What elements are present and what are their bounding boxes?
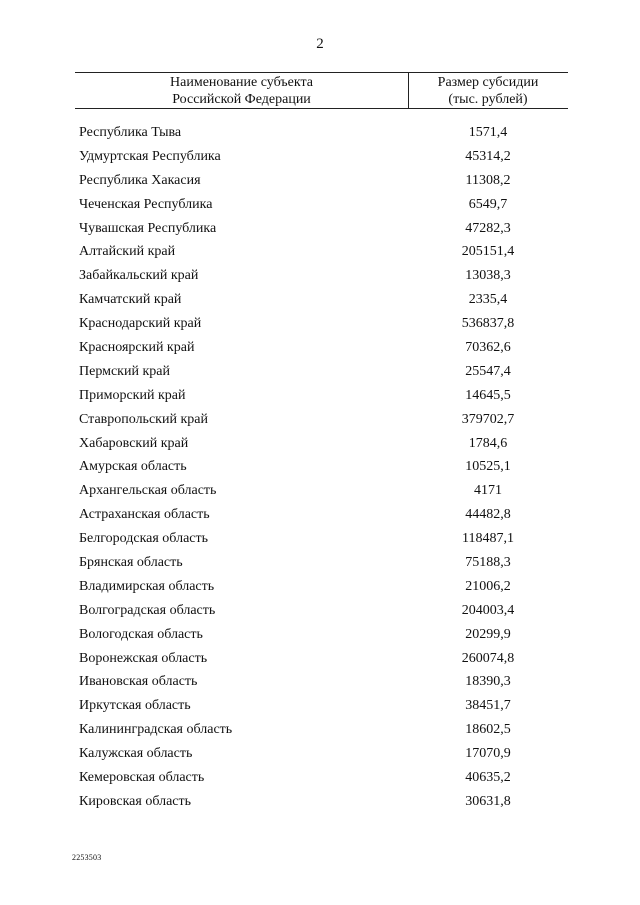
table-row [0,503,640,527]
region-name: Воронежская область [79,650,208,666]
subsidy-amount: 17070,9 [465,746,511,762]
region-name: Краснодарский край [79,316,202,332]
subsidy-amount: 45314,2 [465,148,511,164]
table-row [0,455,640,479]
table-row [0,718,640,742]
table-row [0,694,640,718]
table-row [0,551,640,575]
region-name: Амурская область [79,459,187,475]
column-header-subsidy-amount-line1: Размер субсидии [437,75,539,90]
subsidy-amount: 21006,2 [465,578,511,594]
subsidy-amount: 2335,4 [468,292,508,308]
subsidy-amount: 70362,6 [465,340,511,356]
region-name: Пермский край [79,363,170,379]
region-name: Приморский край [79,387,186,403]
table-row [0,479,640,503]
table-row [0,145,640,169]
subsidy-amount: 18390,3 [465,674,511,690]
region-name: Хабаровский край [79,435,189,451]
table-row [0,217,640,241]
table-row [0,121,640,145]
table-row [0,240,640,264]
region-name: Владимирская область [79,578,215,594]
subsidy-amount: 118487,1 [462,531,514,547]
subsidy-amount: 204003,4 [461,602,515,618]
subsidy-amount: 11308,2 [465,172,511,188]
region-name: Алтайский край [79,244,176,260]
page-number: 2 [316,36,324,52]
subsidy-amount: 205151,4 [461,244,515,260]
table-row [0,264,640,288]
subsidy-amount: 20299,9 [465,626,511,642]
region-name: Республика Хакасия [79,172,201,188]
region-name: Астраханская область [79,507,210,523]
subsidy-amount: 1571,4 [468,125,508,140]
column-header-subsidy-amount-line2: (тыс. рублей) [448,92,528,107]
subsidy-amount: 18602,5 [465,722,511,738]
region-name: Удмуртская Республика [79,148,221,164]
region-name: Вологодская область [79,626,203,642]
subsidy-amount: 1784,6 [468,435,508,451]
region-name: Иркутская область [79,698,191,714]
subsidy-amount: 536837,8 [461,316,515,332]
subsidy-amount: 38451,7 [465,698,511,714]
table-row [0,742,640,766]
region-name: Калининградская область [79,722,233,738]
region-name: Республика Тыва [79,125,182,140]
table-row [0,408,640,432]
column-header-region-name [75,74,408,108]
region-name: Кемеровская область [79,770,205,786]
table-row [0,312,640,336]
table-row [0,432,640,456]
region-name: Белгородская область [79,531,209,547]
column-header-region-name-line1: Наименование субъекта [170,75,313,90]
subsidy-amount: 260074,8 [461,650,515,666]
subsidy-amount: 75188,3 [465,555,511,571]
table-row [0,575,640,599]
table-header-top-border [75,72,568,73]
table-row [0,193,640,217]
subsidy-amount: 6549,7 [468,196,508,212]
region-name: Забайкальский край [79,268,199,284]
table-row [0,670,640,694]
table-row [0,336,640,360]
region-name: Брянская область [79,555,183,571]
table-row [0,623,640,647]
table-row [0,766,640,790]
subsidy-amount: 44482,8 [465,507,511,523]
subsidy-amount: 25547,4 [465,363,511,379]
subsidy-amount: 14645,5 [465,387,511,403]
subsidy-amount: 47282,3 [465,220,511,236]
column-header-subsidy-amount [408,74,568,108]
region-name: Камчатский край [79,292,182,308]
document-code: 2253503 [72,853,102,862]
column-header-region-name-line2: Российской Федерации [172,92,311,107]
region-name: Волгоградская область [79,602,216,618]
region-name: Архангельская область [79,483,217,499]
subsidy-table-body [0,121,640,814]
region-name: Ставропольский край [79,411,208,427]
table-row [0,288,640,312]
region-name: Кировская область [79,793,192,809]
subsidy-amount: 4171 [474,483,502,499]
table-row [0,169,640,193]
table-row [0,384,640,408]
subsidy-amount: 10525,1 [465,459,511,475]
region-name: Чеченская Республика [79,196,213,212]
table-row [0,599,640,623]
region-name: Красноярский край [79,340,195,356]
subsidy-amount: 30631,8 [465,793,511,809]
region-name: Калужская область [79,746,193,762]
subsidy-amount: 40635,2 [465,770,511,786]
table-row [0,647,640,671]
table-row [0,527,640,551]
subsidy-amount: 13038,3 [465,268,511,284]
table-row [0,790,640,814]
region-name: Ивановская область [79,674,198,690]
table-row [0,360,640,384]
region-name: Чувашская Республика [79,220,217,236]
subsidy-amount: 379702,7 [461,411,515,427]
table-header-bottom-border [75,108,568,109]
